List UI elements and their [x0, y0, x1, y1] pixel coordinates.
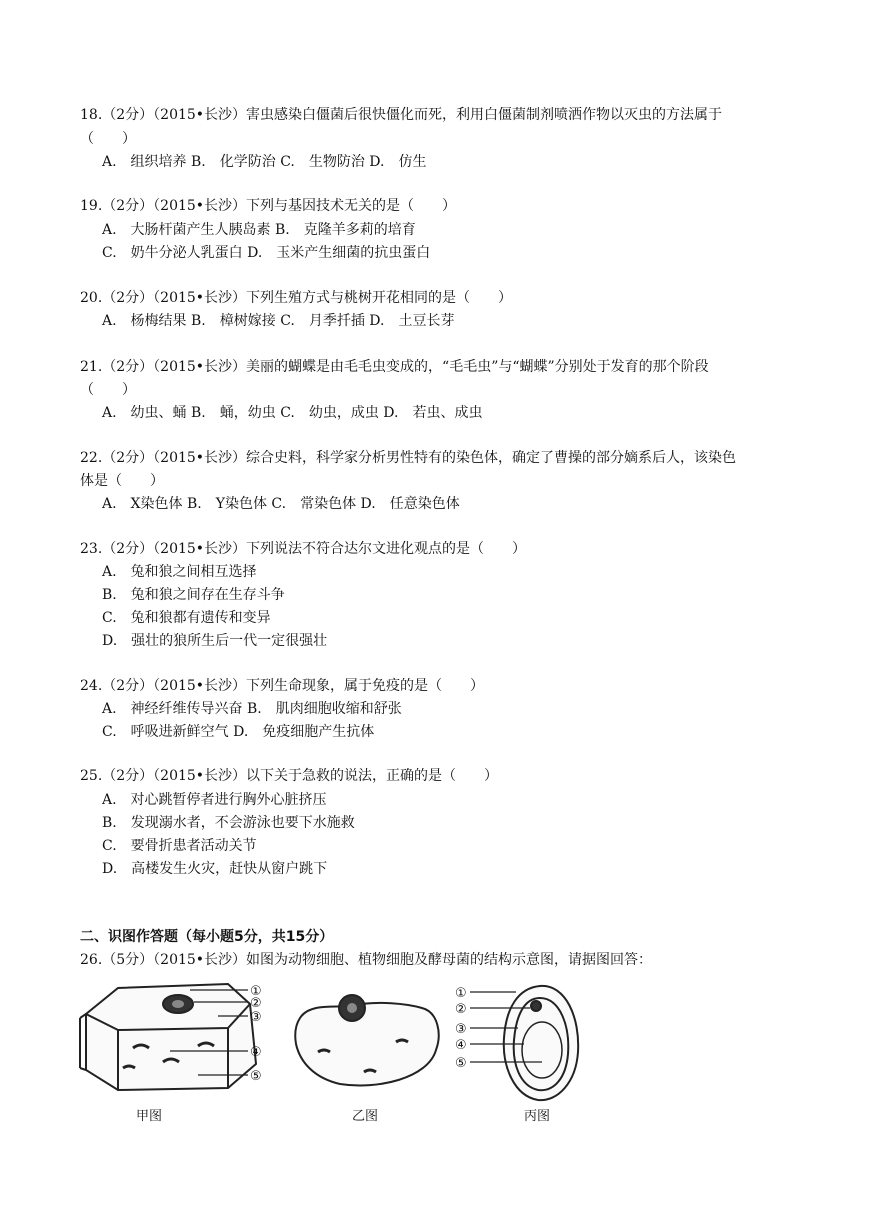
question-22-options: A. X染色体 B. Y染色体 C. 常染色体 D. 任意染色体: [102, 496, 460, 512]
label-5: ⑤: [455, 1056, 467, 1071]
question-20-options: A. 杨梅结果 B. 樟树嫁接 C. 月季扦插 D. 土豆长芽: [102, 313, 455, 329]
question-19-stem: 19.（2分）（2015•长沙）下列与基因技术无关的是（ ）: [80, 198, 457, 214]
question-23-option-b: B. 兔和狼之间存在生存斗争: [102, 587, 285, 603]
question-25-option-c: C. 要骨折患者活动关节: [102, 838, 257, 854]
question-18-stem: 18.（2分）（2015•长沙）害虫感染白僵菌后很快僵化而死，利用白僵菌制剂喷洒作物以灭虫的方法属于: [80, 107, 723, 123]
question-25-option-a: A. 对心跳暂停者进行胸外心脏挤压: [102, 792, 327, 808]
label-2: ②: [455, 1002, 467, 1017]
label-1: ①: [250, 984, 262, 999]
diagram-jia-cell: [80, 984, 256, 1090]
label-4: ④: [455, 1038, 467, 1053]
diagram-bing-numbers: [455, 986, 467, 1071]
caption-yi: 乙图: [352, 1109, 379, 1124]
label-2: ②: [250, 996, 262, 1011]
label-3: ③: [250, 1010, 262, 1025]
cell-structure-figure: [78, 978, 598, 1128]
label-5: ⑤: [250, 1069, 262, 1084]
caption-jia: 甲图: [136, 1109, 163, 1124]
question-21-options: A. 幼虫、蛹 B. 蛹，幼虫 C. 幼虫，成虫 D. 若虫、成虫: [102, 405, 483, 421]
question-22-stem: 22.（2分）（2015•长沙）综合史料，科学家分析男性特有的染色体，确定了曹操的部分嫡系后人，该染色: [80, 450, 737, 466]
question-24-option-line-1: A. 神经纤维传导兴奋 B. 肌肉细胞收缩和舒张: [102, 701, 402, 717]
question-18-options: A. 组织培养 B. 化学防治 C. 生物防治 D. 仿生: [102, 154, 427, 170]
label-3: ③: [455, 1022, 467, 1037]
question-25-option-d: D. 高楼发生火灾，赶快从窗户跳下: [102, 861, 328, 877]
question-23-option-a: A. 兔和狼之间相互选择: [102, 564, 257, 580]
diagram-bing-cell: [504, 986, 578, 1100]
question-24-option-line-2: C. 呼吸进新鲜空气 D. 免疫细胞产生抗体: [102, 724, 375, 740]
question-24-stem: 24.（2分）（2015•长沙）下列生命现象，属于免疫的是（ ）: [80, 678, 485, 694]
label-1: ①: [455, 986, 467, 1001]
question-19-option-line-1: A. 大肠杆菌产生人胰岛素 B. 克隆羊多莉的培育: [102, 222, 416, 238]
question-20-stem: 20.（2分）（2015•长沙）下列生殖方式与桃树开花相同的是（ ）: [80, 290, 513, 306]
question-23-option-d: D. 强壮的狼所生后一代一定很强壮: [102, 633, 328, 649]
caption-bing: 丙图: [524, 1109, 551, 1124]
label-4: ④: [250, 1045, 262, 1060]
question-18-stem-cont: （ ）: [80, 131, 136, 147]
question-21-stem: 21.（2分）（2015•长沙）美丽的蝴蝶是由毛毛虫变成的，“毛毛虫”与“蝴蝶”分别处于发育的那个阶段: [80, 359, 709, 375]
question-19-option-line-2: C. 奶牛分泌人乳蛋白 D. 玉米产生细菌的抗虫蛋白: [102, 245, 431, 261]
question-22-stem-cont: 体是（ ）: [80, 473, 164, 489]
diagram-yi-cell: [295, 995, 438, 1086]
question-21-stem-cont: （ ）: [80, 382, 136, 398]
question-23-option-c: C. 兔和狼都有遗传和变异: [102, 610, 271, 626]
question-25-option-b: B. 发现溺水者，不会游泳也要下水施救: [102, 815, 355, 831]
section-2-heading: 二、识图作答题（每小题5分，共15分）: [80, 929, 334, 945]
question-25-stem: 25.（2分）（2015•长沙）以下关于急救的说法，正确的是（ ）: [80, 768, 499, 784]
question-26-stem: 26.（5分）（2015•长沙）如图为动物细胞、植物细胞及酵母菌的结构示意图，请据图回答：: [80, 952, 653, 968]
question-23-stem: 23.（2分）（2015•长沙）下列说法不符合达尔文进化观点的是（ ）: [80, 541, 527, 557]
